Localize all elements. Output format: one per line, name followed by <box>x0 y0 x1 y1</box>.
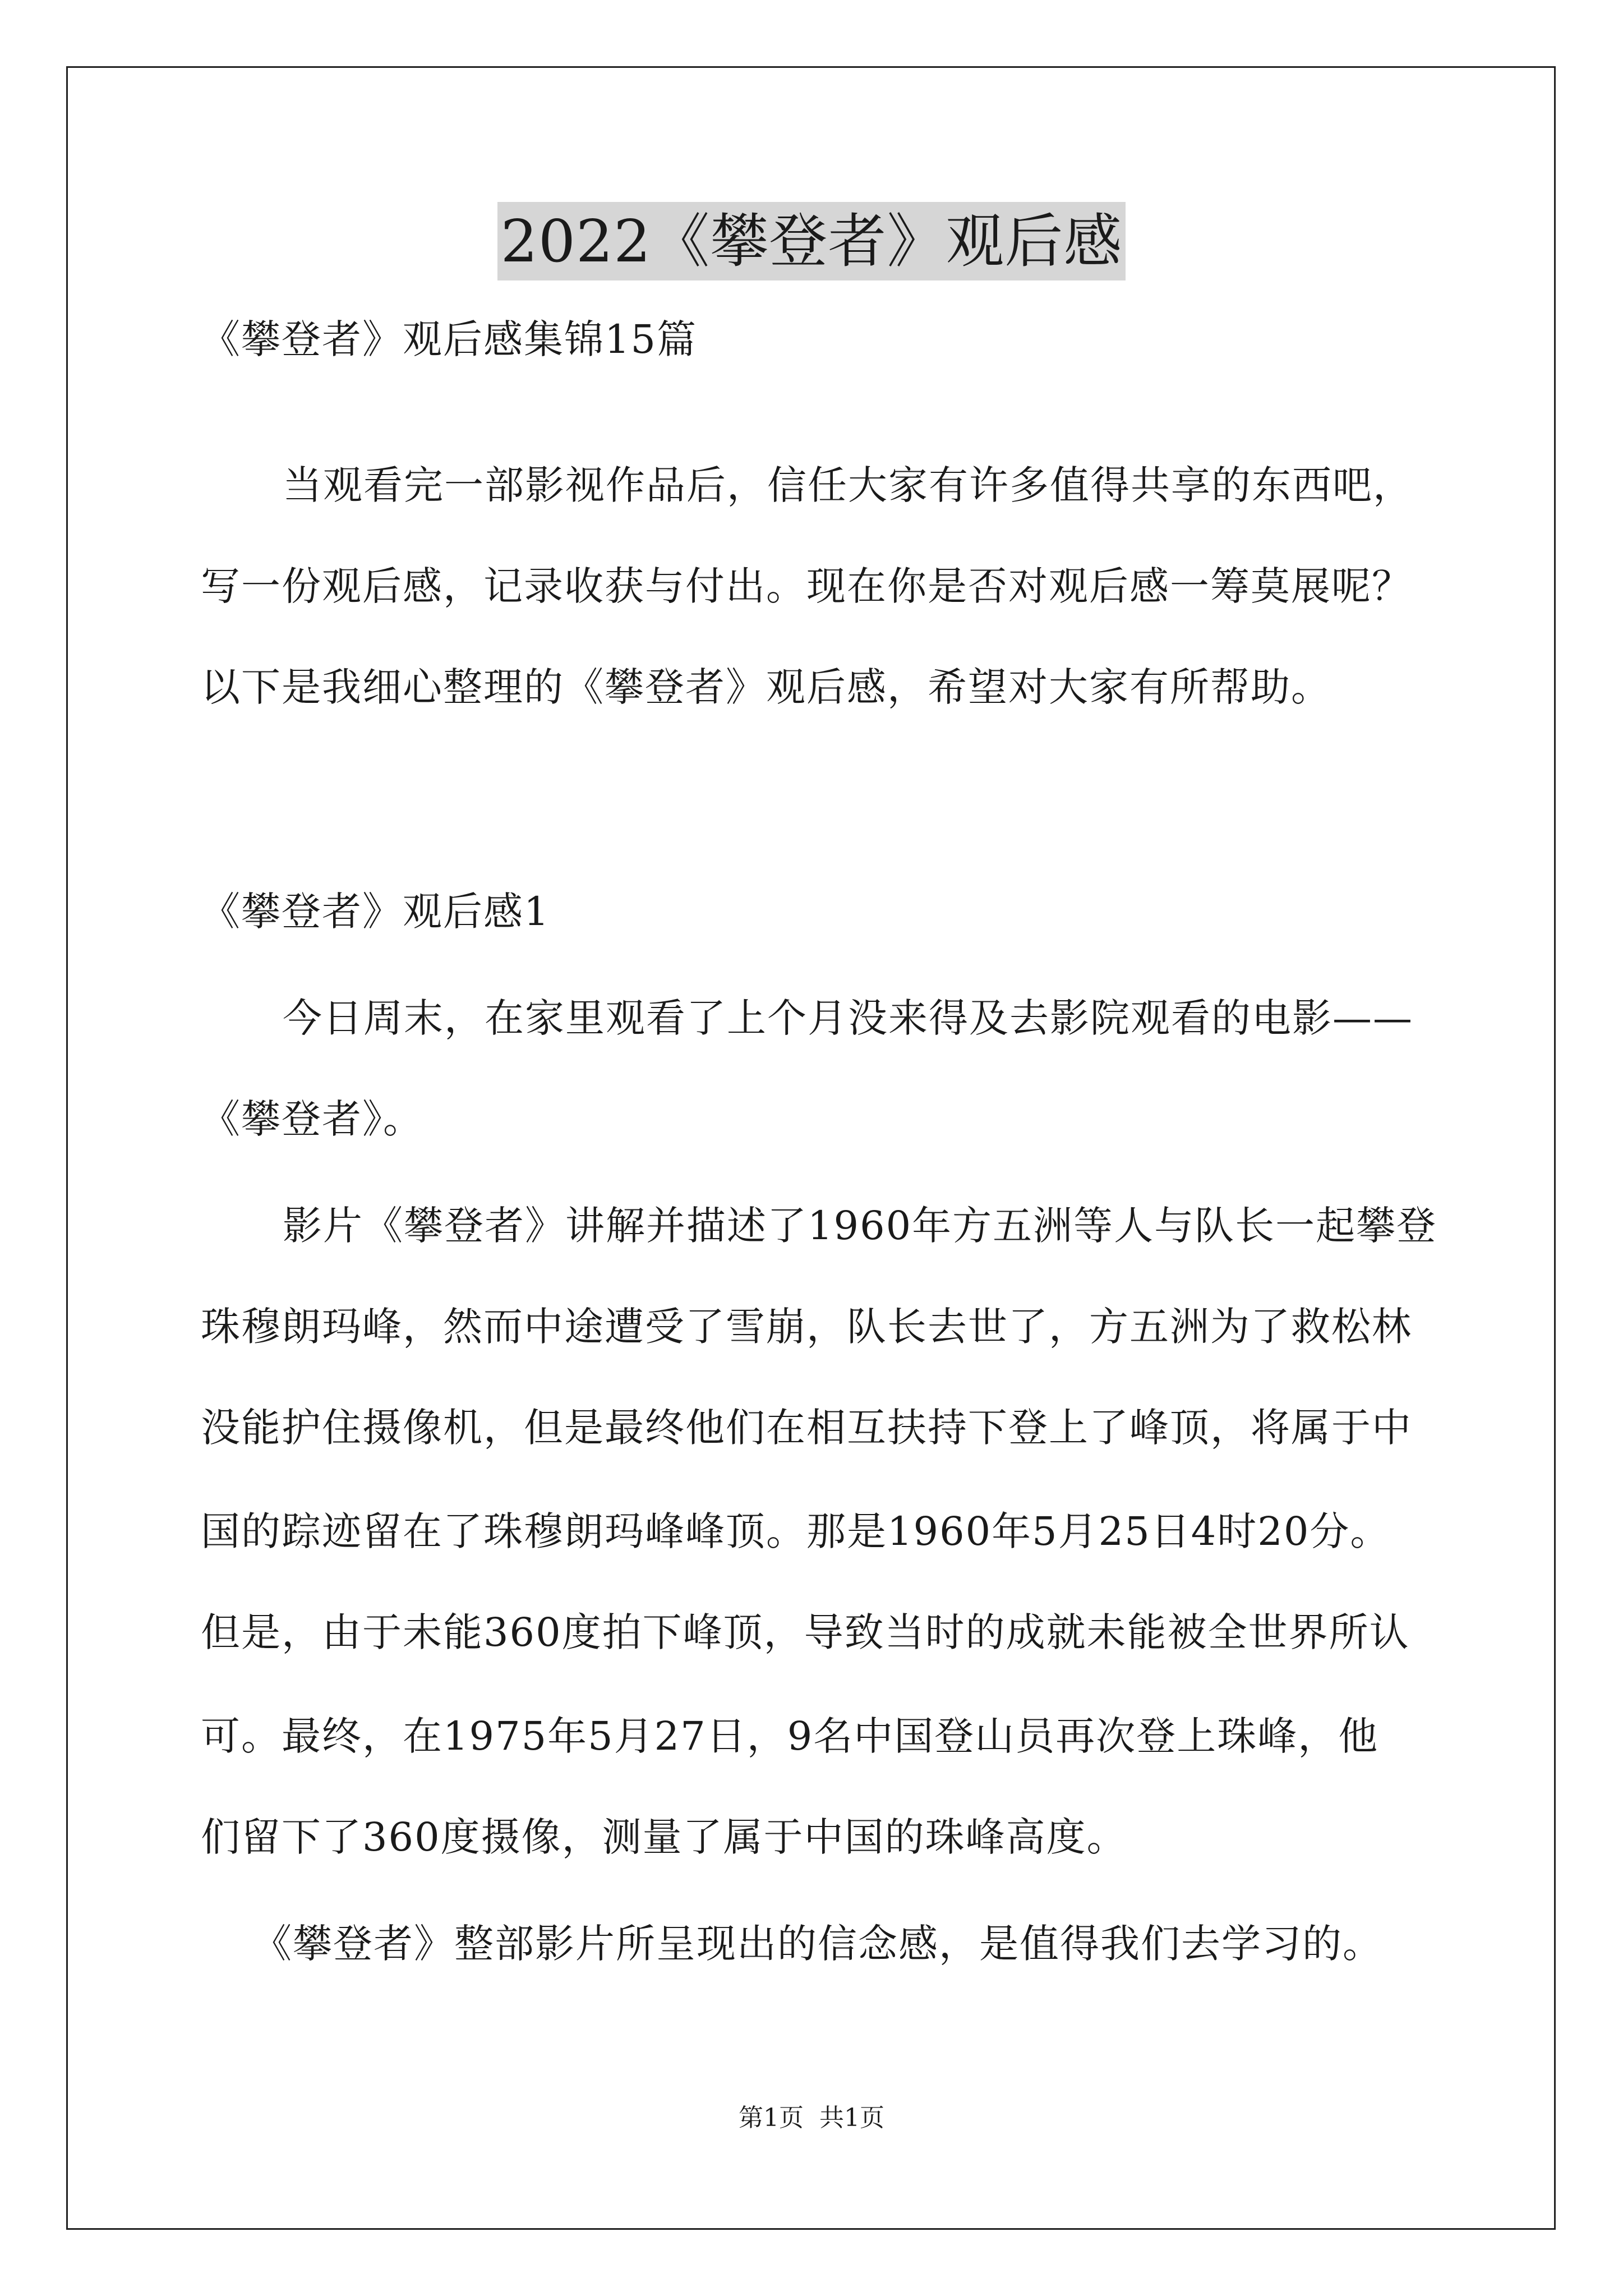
body-line-8: 可。最终，在1975年5月27日，9名中国登山员再次登上珠峰，他 <box>201 1713 1379 1759</box>
body-line-10: 《攀登者》整部影片所呈现出的信念感，是值得我们去学习的。 <box>252 1921 1383 1967</box>
title-container <box>0 202 1623 280</box>
body-line-1: 今日周末，在家里观看了上个月没来得及去影院观看的电影—— <box>283 995 1413 1041</box>
section-heading: 《攀登者》观后感1 <box>201 889 550 935</box>
intro-line-2: 写一份观后感，记录收获与付出。现在你是否对观后感一筹莫展呢？ <box>201 563 1412 609</box>
page-border <box>66 66 1556 2230</box>
document-subtitle: 《攀登者》观后感集锦15篇 <box>201 316 698 362</box>
body-line-6: 国的踪迹留在了珠穆朗玛峰峰顶。那是1960年5月25日4时20分。 <box>201 1508 1391 1554</box>
page-footer <box>0 2101 1623 2135</box>
body-line-3: 影片《攀登者》讲解并描述了1960年方五洲等人与队长一起攀登 <box>283 1203 1437 1249</box>
intro-line-3: 以下是我细心整理的《攀登者》观后感，希望对大家有所帮助。 <box>201 664 1331 710</box>
body-line-5: 没能护住摄像机，但是最终他们在相互扶持下登上了峰顶，将属于中 <box>201 1405 1412 1451</box>
intro-line-1: 当观看完一部影视作品后，信任大家有许多值得共享的东西吧， <box>283 462 1413 508</box>
body-line-4: 珠穆朗玛峰，然而中途遭受了雪崩，队长去世了，方五洲为了救松林 <box>201 1304 1412 1350</box>
page-number: 第1页 <box>739 2104 804 2132</box>
body-line-7: 但是，由于未能360度拍下峰顶，导致当时的成就未能被全世界所认 <box>201 1609 1410 1655</box>
body-line-2: 《攀登者》。 <box>201 1096 423 1142</box>
body-line-9: 们留下了360度摄像，测量了属于中国的珠峰高度。 <box>201 1814 1127 1860</box>
page-total: 共1页 <box>819 2104 884 2132</box>
document-title: 2022《攀登者》观后感 <box>497 202 1126 280</box>
